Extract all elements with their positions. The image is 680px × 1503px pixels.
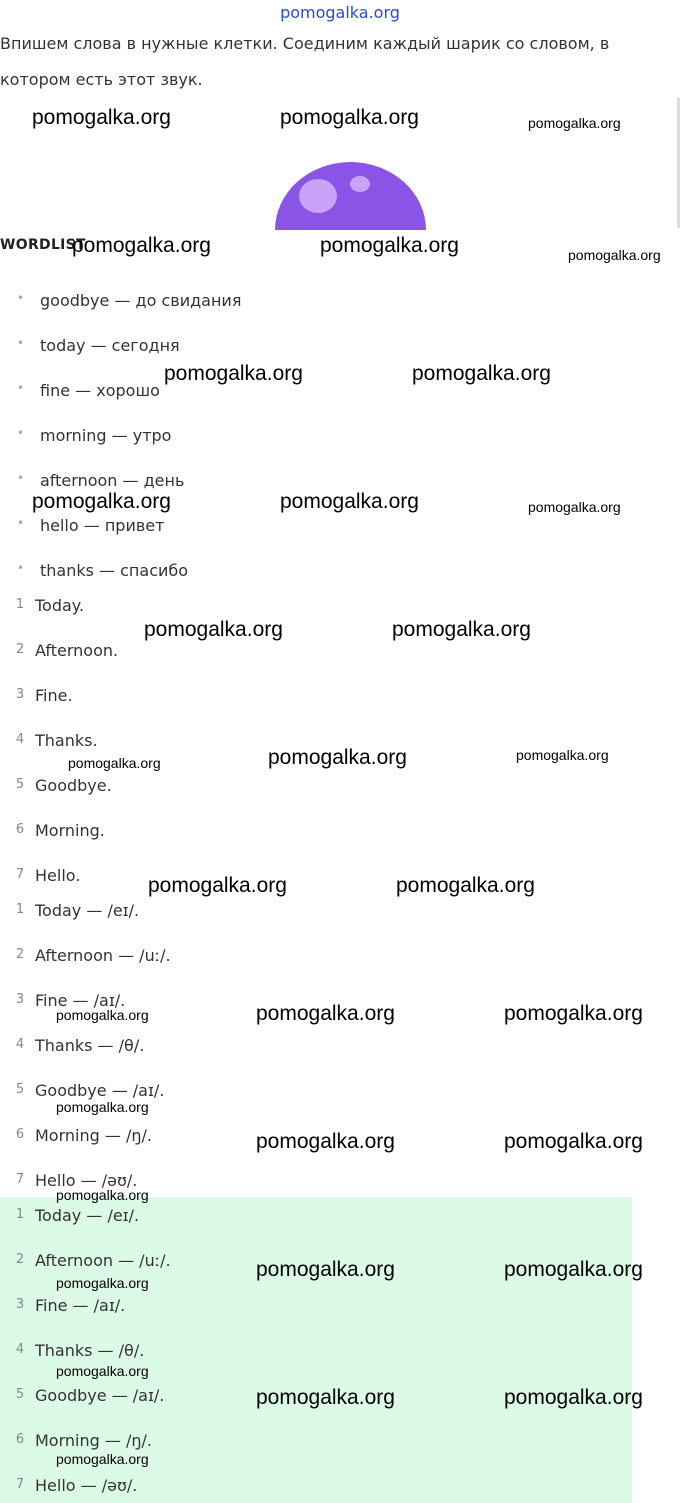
watermark: pomogalka.org (280, 490, 419, 513)
list-item-text: Goodbye. (35, 776, 112, 795)
wordlist-item-text: fine — хорошо (40, 381, 160, 400)
list-item-text: Hello. (35, 866, 81, 885)
list-number: 7 (15, 867, 25, 882)
watermark: pomogalka.org (516, 747, 609, 763)
bullet-marker: • (17, 561, 25, 575)
watermark: pomogalka.org (256, 1130, 395, 1153)
list-item-text: Morning — /ŋ/. (35, 1126, 152, 1145)
list-number: 4 (15, 1342, 25, 1357)
list-number: 3 (15, 992, 25, 1007)
list-number: 7 (15, 1477, 25, 1492)
watermark: pomogalka.org (504, 1386, 643, 1409)
list-item-text: Today — /eɪ/. (35, 1206, 140, 1225)
watermark: pomogalka.org (396, 874, 535, 897)
list-item-text: Fine — /aɪ/. (35, 991, 126, 1010)
list-number: 7 (15, 1172, 25, 1187)
wordlist-item-text: afternoon — день (40, 471, 185, 490)
watermark: pomogalka.org (68, 755, 161, 771)
watermark: pomogalka.org (528, 499, 621, 515)
list-item-text: Today. (35, 596, 85, 615)
watermark: pomogalka.org (268, 746, 407, 769)
list-number: 4 (15, 732, 25, 747)
list-item-text: Thanks. (35, 731, 98, 750)
wordlist-item-text: hello — привет (40, 516, 165, 535)
list-item-text: Today — /eɪ/. (35, 901, 140, 920)
list-number: 5 (15, 1082, 25, 1097)
list-item-text: Afternoon. (35, 641, 119, 660)
list-item-text: Goodbye — /aɪ/. (35, 1081, 165, 1100)
watermark: pomogalka.org (32, 106, 171, 129)
bullet-marker: • (17, 471, 25, 485)
watermark: pomogalka.org (256, 1386, 395, 1409)
list-number: 4 (15, 1037, 25, 1052)
watermark: pomogalka.org (56, 1099, 149, 1115)
watermark: pomogalka.org (504, 1002, 643, 1025)
list-number: 6 (15, 1432, 25, 1447)
watermark: pomogalka.org (280, 106, 419, 129)
watermark: pomogalka.org (56, 1187, 149, 1203)
watermark: pomogalka.org (392, 618, 531, 641)
list-number: 3 (15, 687, 25, 702)
list-item-text: Afternoon — /uː/. (35, 946, 171, 965)
list-item-text: Morning — /ŋ/. (35, 1431, 152, 1450)
bullet-marker: • (17, 426, 25, 440)
list-number: 6 (15, 822, 25, 837)
list-number: 3 (15, 1297, 25, 1312)
watermark: pomogalka.org (504, 1130, 643, 1153)
watermark: pomogalka.org (256, 1258, 395, 1281)
watermark: pomogalka.org (164, 362, 303, 385)
intro-line-1: Впишем слова в нужные клетки. Соединим каждый шарик со словом, в (0, 34, 610, 53)
watermark: pomogalka.org (144, 618, 283, 641)
bullet-marker: • (17, 291, 25, 305)
watermark: pomogalka.org (56, 1275, 149, 1291)
list-item-text: Afternoon — /uː/. (35, 1251, 171, 1270)
intro-line-2: котором есть этот звук. (0, 70, 203, 89)
watermark: pomogalka.org (528, 115, 621, 131)
wordlist-item-text: thanks — спасибо (40, 561, 189, 580)
list-number: 1 (15, 597, 25, 612)
watermark: pomogalka.org (32, 490, 171, 513)
watermark: pomogalka.org (412, 362, 551, 385)
wordlist-item-text: goodbye — до свидания (40, 291, 242, 310)
watermark: pomogalka.org (256, 1002, 395, 1025)
watermark: pomogalka.org (504, 1258, 643, 1281)
watermark: pomogalka.org (320, 234, 459, 257)
list-number: 5 (15, 777, 25, 792)
bullet-marker: • (17, 381, 25, 395)
list-item-text: Hello — /əʊ/. (35, 1476, 138, 1495)
watermark: pomogalka.org (56, 1451, 149, 1467)
watermark: pomogalka.org (56, 1007, 149, 1023)
list-item-text: Fine. (35, 686, 73, 705)
list-item-text: Goodbye — /aɪ/. (35, 1386, 165, 1405)
bullet-marker: • (17, 336, 25, 350)
list-number: 6 (15, 1127, 25, 1142)
list-number: 1 (15, 1207, 25, 1222)
list-item-text: Thanks — /θ/. (35, 1341, 145, 1360)
site-link[interactable]: pomogalka.org (280, 3, 400, 22)
balloon-dome-image (273, 160, 428, 230)
wordlist-item-text: morning — утро (40, 426, 172, 445)
watermark: pomogalka.org (148, 874, 287, 897)
list-number: 1 (15, 902, 25, 917)
wordlist-label: WORDLIST (0, 237, 86, 253)
list-item-text: Hello — /əʊ/. (35, 1171, 138, 1190)
watermark: pomogalka.org (56, 1363, 149, 1379)
wordlist-item-text: today — сегодня (40, 336, 180, 355)
list-item-text: Fine — /aɪ/. (35, 1296, 126, 1315)
list-item-text: Morning. (35, 821, 105, 840)
bullet-marker: • (17, 516, 25, 530)
watermark: pomogalka.org (72, 234, 211, 257)
list-number: 2 (15, 947, 25, 962)
list-number: 2 (15, 642, 25, 657)
watermark: pomogalka.org (568, 247, 661, 263)
list-item-text: Thanks — /θ/. (35, 1036, 145, 1055)
list-number: 2 (15, 1252, 25, 1267)
list-number: 5 (15, 1387, 25, 1402)
